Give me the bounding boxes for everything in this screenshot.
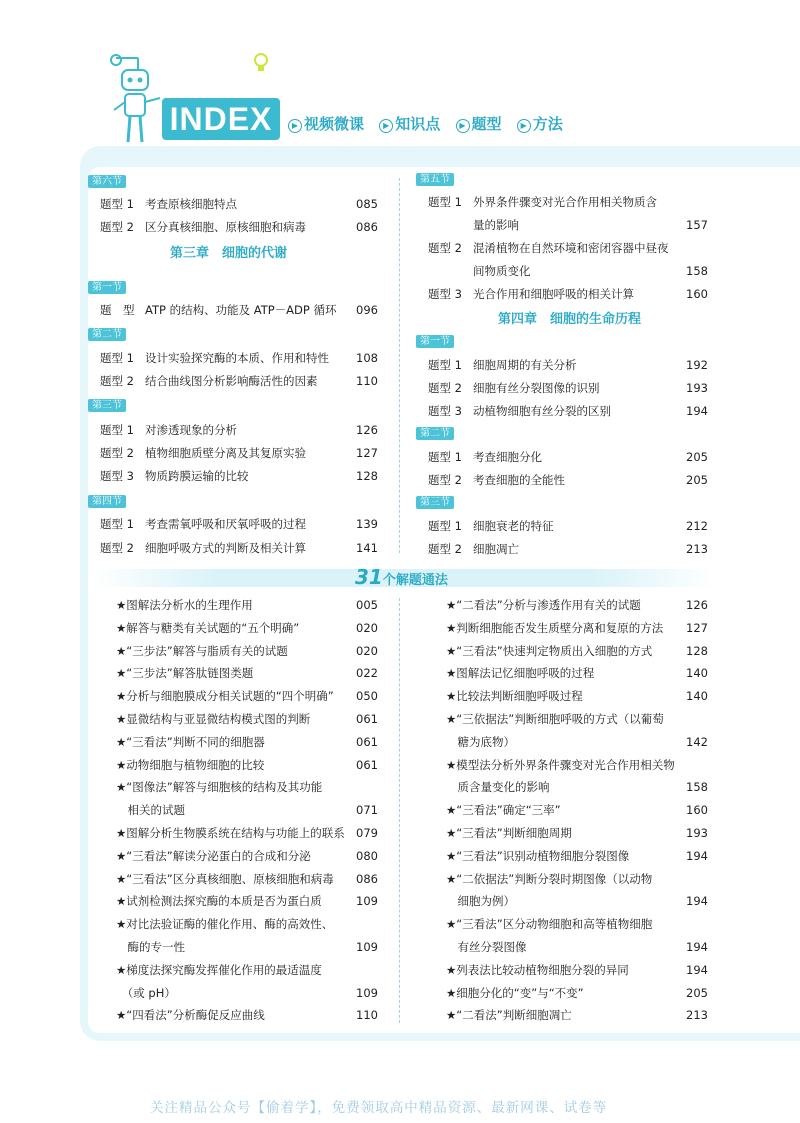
method-item-page: 140 <box>686 689 708 704</box>
method-item-page: 110 <box>356 1008 378 1023</box>
chapter-heading: 第四章 细胞的生命历程 <box>498 312 642 327</box>
toc-row-page: 086 <box>356 220 378 234</box>
method-item-text: ★“图像法”解答与细胞核的结构及其功能 <box>116 780 323 795</box>
method-item-text: ★“三看法”判断不同的细胞器 <box>116 734 265 749</box>
method-item-page: 020 <box>356 643 378 658</box>
toc-row-label: 题型 2 <box>428 381 462 395</box>
toc-row-text: 混淆植物在自然环境和密闭容器中昼夜 <box>473 241 669 255</box>
toc-row-text: 结合曲线图分析影响酶活性的因素 <box>145 374 318 388</box>
method-item-page <box>668 916 708 932</box>
method-item-text: ★对比法验证酶的催化作用、酶的高效性、 <box>116 917 334 932</box>
section-tag: 第四节 <box>88 495 126 508</box>
toc-row-text: 间物质变化 <box>473 264 531 278</box>
toc-row-page: 127 <box>356 446 378 460</box>
toc-row-page: 194 <box>686 404 708 418</box>
column-divider <box>399 178 400 553</box>
footer-note: 关注精品公众号【偷着学】，免费领取高中精品资源、最新网课、试卷等 <box>150 1100 608 1116</box>
method-item-text: 有丝分裂图像 <box>446 940 527 954</box>
method-item-text: ★“三看法”识别动植物细胞分裂图像 <box>446 848 630 863</box>
toc-row-page: 139 <box>356 517 378 531</box>
method-item-page <box>338 779 378 795</box>
method-item-page: 022 <box>356 666 378 681</box>
toc-row-page: 128 <box>356 469 378 483</box>
toc-row-text: 细胞有丝分裂图像的识别 <box>473 381 600 395</box>
toc-row-text: 设计实验探究酶的本质、作用和特性 <box>145 351 329 365</box>
section-tag: 第一节 <box>416 335 454 348</box>
method-item-page: 160 <box>686 803 708 818</box>
toc-row-text: 细胞呼吸方式的判断及相关计算 <box>145 541 306 555</box>
method-item-page: 140 <box>686 666 708 681</box>
play-icon: ▶ <box>517 119 531 133</box>
method-item-page: 061 <box>356 712 378 726</box>
toc-row-label: 题型 2 <box>100 374 134 388</box>
toc-row-text: 量的影响 <box>473 218 519 232</box>
toc-row-label: 题型 2 <box>428 473 462 487</box>
method-item-text: ★细胞分化的“变”与“不变” <box>446 985 584 1000</box>
method-item-text: 细胞为例） <box>446 894 515 909</box>
method-item-page: 050 <box>356 689 378 704</box>
toc-row-label: 题型 2 <box>428 241 462 255</box>
method-item-page: 128 <box>686 643 708 658</box>
toc-row-page: 126 <box>356 423 378 437</box>
section-tag: 第三节 <box>416 496 454 509</box>
method-item-page: 194 <box>686 940 708 954</box>
robot-mascot-icon <box>108 50 168 150</box>
method-item-text: ★动物细胞与植物细胞的比较 <box>116 757 265 772</box>
toc-row-text: 外界条件骤变对光合作用相关物质含 <box>473 195 657 209</box>
method-item-text: ★分析与细胞膜成分相关试题的“四个明确” <box>116 689 334 704</box>
toc-row-text: 对渗透现象的分析 <box>145 423 237 437</box>
toc-row-page <box>668 194 708 210</box>
toc-row-label: 题型 2 <box>100 446 134 460</box>
section-tag: 第五节 <box>416 173 454 186</box>
section-tag: 第六节 <box>88 175 126 188</box>
method-item-page: 109 <box>356 985 378 1000</box>
method-item-text: ★图解法分析水的生理作用 <box>116 598 253 612</box>
method-item-text: ★“三看法”解读分泌蛋白的合成和分泌 <box>116 848 311 863</box>
method-item-page: 158 <box>686 780 708 795</box>
play-icon: ▶ <box>379 119 393 133</box>
toc-row-text: 物质跨膜运输的比较 <box>145 469 249 483</box>
method-item-text: ★“三看法”判断细胞周期 <box>446 826 572 840</box>
method-item-page: 071 <box>356 803 378 818</box>
section-tag: 第三节 <box>88 399 126 412</box>
method-item-page: 193 <box>686 826 708 840</box>
method-item-text: 相关的试题 <box>116 803 185 818</box>
toc-row-label: 题型 2 <box>428 542 462 556</box>
toc-row-page: 141 <box>356 541 378 555</box>
toc-row-label: 题型 1 <box>100 517 134 531</box>
chapter-heading: 第三章 细胞的代谢 <box>170 246 288 261</box>
toc-row-page: 205 <box>686 473 708 487</box>
toc-row-text: 植物细胞质壁分离及其复原实验 <box>145 446 306 460</box>
method-item-page <box>668 711 708 727</box>
method-item-text: 糖为底物） <box>446 734 515 749</box>
method-item-page <box>668 757 708 773</box>
method-item-text: ★“三看法”区分真核细胞、原核细胞和病毒 <box>116 871 334 886</box>
play-icon: ▶ <box>456 119 470 133</box>
toc-row-text: 考查需氧呼吸和厌氧呼吸的过程 <box>145 517 306 531</box>
method-item-text: ★“三步法”解答肽链图类题 <box>116 666 254 681</box>
section-tag: 第二节 <box>416 427 454 440</box>
method-item-text: ★“三看法”快速判定物质出入细胞的方式 <box>446 643 653 658</box>
toc-row-page: 213 <box>686 542 708 556</box>
method-item-text: ★“二看法”判断细胞凋亡 <box>446 1008 572 1023</box>
toc-row-text: 考查细胞的全能性 <box>473 473 565 487</box>
method-item-text: 酶的专一性 <box>116 940 185 954</box>
methods-count: 31 <box>355 565 383 589</box>
method-item-text: ★列表法比较动植物细胞分裂的异同 <box>446 962 629 977</box>
legend-item: ▶ 题型 <box>456 115 502 133</box>
toc-row-label: 题型 3 <box>428 287 462 301</box>
legend-item: ▶ 方法 <box>517 115 563 133</box>
toc-row-text: 细胞周期的有关分析 <box>473 358 577 372</box>
method-item-page: 061 <box>356 757 378 772</box>
methods-title <box>355 565 448 589</box>
toc-row-text: 区分真核细胞、原核细胞和病毒 <box>145 220 306 234</box>
index-title: INDEX <box>162 98 280 140</box>
method-item-page: 126 <box>686 598 708 612</box>
toc-row-page <box>668 240 708 256</box>
toc-row-text: ATP 的结构、功能及 ATP－ADP 循环 <box>145 303 337 317</box>
method-item-page <box>338 916 378 932</box>
category-legend <box>288 113 573 134</box>
toc-row-label: 题型 1 <box>100 423 134 437</box>
toc-row-page: 108 <box>356 351 378 365</box>
method-item-page: 127 <box>686 620 708 635</box>
method-item-page: 194 <box>686 894 708 909</box>
toc-row-page: 212 <box>686 519 708 533</box>
toc-row-label: 题型 1 <box>428 450 462 464</box>
toc-row-page: 160 <box>686 287 708 301</box>
method-item-text: ★模型法分析外界条件骤变对光合作用相关物 <box>446 757 675 772</box>
method-item-text: ★解答与糖类有关试题的“五个明确” <box>116 620 300 635</box>
method-item-text: ★“三依据法”判断细胞呼吸的方式（以葡萄 <box>446 712 664 726</box>
method-item-text: ★判断细胞能否发生质壁分离和复原的方法 <box>446 620 664 635</box>
toc-row-text: 考查细胞分化 <box>473 450 542 464</box>
toc-row-label: 题型 1 <box>428 358 462 372</box>
toc-row-label: 题型 1 <box>100 197 134 211</box>
toc-row-label: 题 型 <box>100 303 135 317</box>
method-item-text: ★“三看法”确定“三率” <box>446 803 561 818</box>
toc-row-label: 题型 3 <box>428 404 462 418</box>
method-item-page: 109 <box>356 894 378 909</box>
method-item-page <box>338 962 378 978</box>
method-item-text: ★梯度法探究酶发挥催化作用的最适温度 <box>116 962 322 977</box>
legend-item: ▶ 视频微课 <box>288 115 364 133</box>
method-item-page: 142 <box>686 734 708 749</box>
toc-row-label: 题型 1 <box>428 195 462 209</box>
method-item-text: ★“二看法”分析与渗透作用有关的试题 <box>446 598 641 612</box>
method-item-page: 079 <box>356 826 378 840</box>
toc-row-page: 096 <box>356 303 378 317</box>
toc-row-label: 题型 3 <box>100 469 134 483</box>
method-item-text: ★“二依据法”判断分裂时期图像（以动物 <box>446 871 653 886</box>
toc-row-label: 题型 2 <box>100 220 134 234</box>
toc-row-page: 157 <box>686 218 708 232</box>
toc-row-page: 193 <box>686 381 708 395</box>
method-item-page: 086 <box>356 871 378 886</box>
toc-row-text: 细胞衰老的特征 <box>473 519 554 533</box>
toc-row-text: 考查原核细胞特点 <box>145 197 237 211</box>
method-item-text: ★“三看法”区分动物细胞和高等植物细胞 <box>446 917 653 932</box>
method-item-text: ★试剂检测法探究酶的本质是否为蛋白质 <box>116 894 322 909</box>
section-tag: 第一节 <box>88 281 126 294</box>
method-item-page: 194 <box>686 962 708 977</box>
method-item-page <box>668 871 708 887</box>
method-item-page: 213 <box>686 1008 708 1023</box>
legend-item: ▶ 知识点 <box>379 115 440 133</box>
method-item-text: ★“四看法”分析酶促反应曲线 <box>116 1008 265 1023</box>
toc-row-text: 动植物细胞有丝分裂的区别 <box>473 404 611 418</box>
method-item-text: ★图解法记忆细胞呼吸的过程 <box>446 666 595 681</box>
play-icon: ▶ <box>288 119 302 133</box>
toc-row-label: 题型 1 <box>100 351 134 365</box>
method-item-text: （或 pH） <box>116 985 176 1000</box>
method-item-text: ★显微结构与亚显微结构模式图的判断 <box>116 712 311 726</box>
toc-row-page: 110 <box>356 374 378 388</box>
method-item-page: 061 <box>356 734 378 749</box>
method-item-page: 020 <box>356 620 378 635</box>
column-divider <box>399 598 400 1023</box>
toc-row-label: 题型 2 <box>100 541 134 555</box>
method-item-page: 205 <box>686 985 708 1000</box>
method-item-text: ★图解分析生物膜系统在结构与功能上的联系 <box>116 826 345 840</box>
toc-row-page: 192 <box>686 358 708 372</box>
toc-row-page: 085 <box>356 197 378 211</box>
toc-row-page: 205 <box>686 450 708 464</box>
method-item-page: 194 <box>686 848 708 863</box>
method-item-page: 005 <box>356 598 378 612</box>
toc-row-text: 细胞凋亡 <box>473 542 519 556</box>
method-item-page: 109 <box>356 940 378 954</box>
section-tag: 第二节 <box>88 328 126 341</box>
method-item-page: 080 <box>356 848 378 863</box>
method-item-text: 质含量变化的影响 <box>446 780 550 795</box>
lightbulb-icon <box>252 52 270 74</box>
methods-title-text: 个解题通法 <box>382 573 448 588</box>
toc-row-text: 光合作用和细胞呼吸的相关计算 <box>473 287 634 301</box>
method-item-text: ★“三步法”解答与脂质有关的试题 <box>116 643 288 658</box>
toc-row-page: 158 <box>686 264 708 278</box>
toc-row-label: 题型 1 <box>428 519 462 533</box>
method-item-text: ★比较法判断细胞呼吸过程 <box>446 689 583 704</box>
